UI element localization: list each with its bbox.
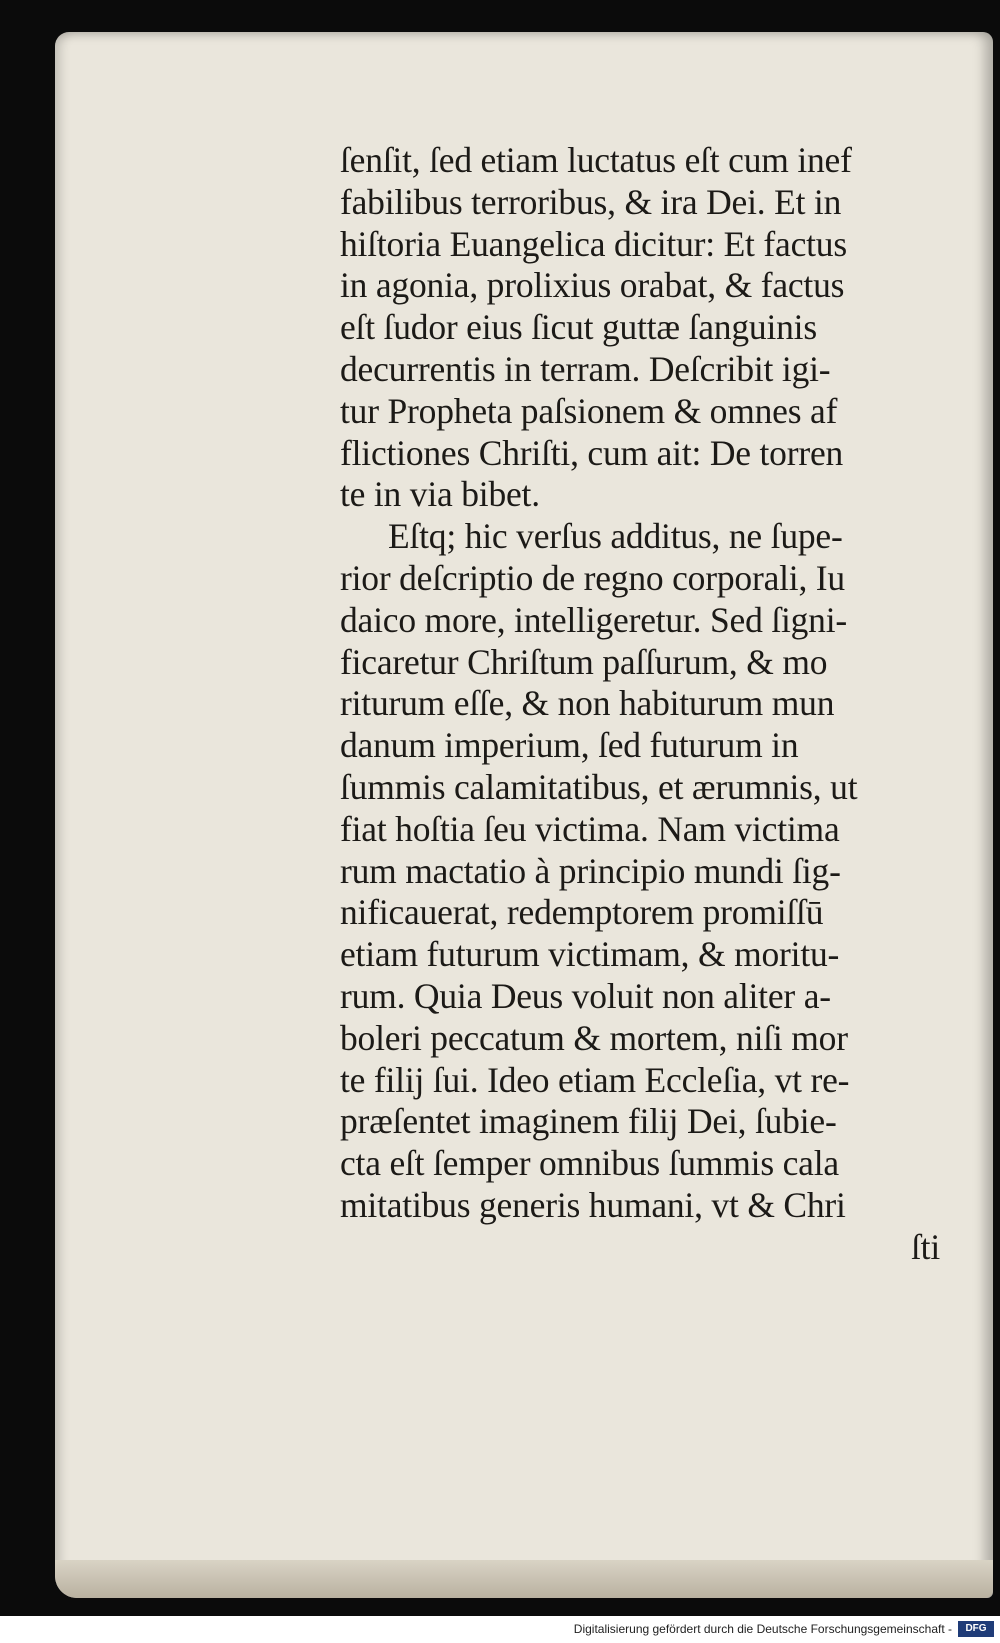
dfg-logo: DFG: [958, 1621, 994, 1637]
text-line: rum. Quia Deus voluit non aliter a-: [340, 975, 831, 1016]
text-line: fabilibus terroribus, & ira Dei. Et in: [340, 181, 842, 222]
catchword: ſti: [911, 1226, 940, 1267]
text-line: fiat hoſtia ſeu victima. Nam victima: [340, 808, 840, 849]
footer-bar: [0, 1616, 1000, 1643]
text-line: in agonia, prolixius orabat, & factus: [340, 265, 845, 306]
text-line: eſt ſudor eius ſicut guttæ ſanguinis: [340, 307, 817, 348]
text-line: rum mactatio à principio mundi ſig-: [340, 850, 841, 891]
text-line: flictiones Chriſti, cum ait: De torren: [340, 432, 844, 473]
text-line: decurrentis in terram. Deſcribit igi-: [340, 348, 831, 389]
text-line: ſenſit, ſed etiam luctatus eſt cum inef: [340, 140, 852, 180]
text-line: tur Propheta paſsionem & omnes af: [340, 390, 838, 431]
text-line: daico more, intelligeretur. Sed ſigni-: [340, 599, 848, 640]
text-line: riturum eſſe, & non habiturum mun: [340, 683, 835, 724]
text-line: ficaretur Chriſtum paſſurum, & mo: [340, 641, 828, 682]
text-line: danum imperium, ſed futurum in: [340, 725, 799, 766]
text-line: nificauerat, redemptorem promiſſū: [340, 892, 824, 933]
text-line: te in via bibet.: [340, 474, 540, 515]
page-text: [340, 140, 960, 1269]
text-line: Eſtq; hic verſus additus, ne ſupe-: [388, 516, 843, 557]
text-line: hiſtoria Euangelica dicitur: Et factus: [340, 223, 847, 264]
text-line: mitatibus generis humani, vt & Chri: [340, 1184, 846, 1225]
text-line: ſummis calamitatibus, et ærumnis, ut: [340, 766, 858, 807]
text-line: cta eſt ſemper omnibus ſummis cala: [340, 1143, 839, 1184]
text-line: boleri peccatum & mortem, niſi mor: [340, 1017, 848, 1058]
text-line: rior deſcriptio de regno corporali, Iu: [340, 557, 845, 598]
page-edge: [55, 1560, 993, 1598]
text-line: præſentet imaginem filij Dei, ſubie-: [340, 1101, 837, 1142]
text-line: etiam futurum victimam, & moritu-: [340, 934, 840, 975]
text-line: te filij ſui. Ideo etiam Eccleſia, vt re-: [340, 1059, 850, 1100]
funding-credit: Digitalisierung gefördert durch die Deutsche Forschungsgemeinschaft -: [573, 1622, 952, 1636]
